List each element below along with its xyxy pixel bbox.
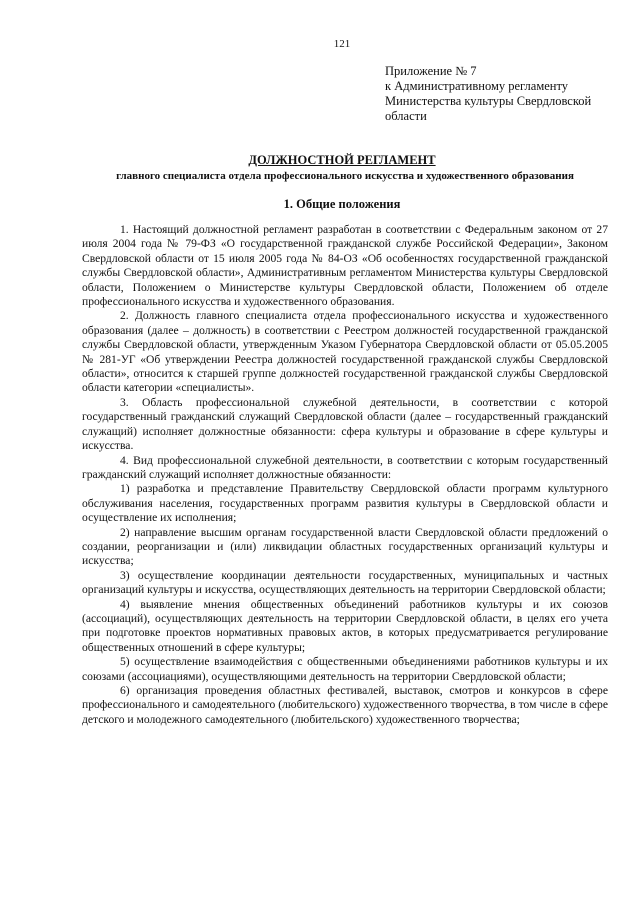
document-subtitle: главного специалиста отдела профессионального искусства и художественного образования bbox=[116, 170, 574, 182]
paragraph: 1. Настоящий должностной регламент разработан в соответствии с Федеральным законом от 27 июля 2004 года № 79-ФЗ «О государственной гражданской службе Российской Федерации», Законом Свердловской области от 15 июля 2005 года № 84-ОЗ «Об особенностях государственной гражданской службы Свердловской области», Административным регламентом Министерства культуры Свердловской области, Положением о Министерстве культуры Свердловской области, Положением об отделе профессионального искусства и художественного образования. bbox=[82, 223, 608, 309]
page-number: 121 bbox=[333, 38, 351, 50]
appendix-line: области bbox=[385, 109, 427, 123]
list-item: 1) разработка и представление Правительству Свердловской области программ культурного обслуживания населения, государственных программ развития культуры в Свердловской области и осуществление их исполнения; bbox=[82, 482, 608, 525]
list-item: 2) направление высшим органам государственной власти Свердловской области предложений о создании, реорганизации и (или) ликвидации областных государственных организаций культуры и искусства; bbox=[82, 525, 608, 568]
list-item: 6) организация проведения областных фестивалей, выставок, смотров и конкурсов в сфере профессионального и самодеятельного (любительского) художественного творчества, в том числе в сфере детского и молодежного самодеятельного (любительского) художественного творчества; bbox=[82, 684, 608, 726]
paragraph: 3. Область профессиональной служебной деятельности, в соответствии с которой государственный гражданский служащий Свердловской области (далее – государственный гражданский служащий) исполняет должностные обязанности: сфера культуры и образование в сфере культуры и искусства. bbox=[82, 395, 608, 453]
appendix-line: Приложение № 7 bbox=[385, 64, 477, 78]
paragraph: 2. Должность главного специалиста отдела профессионального искусства и художественного образования (далее – должность) в соответствии с Реестром должностей государственной гражданской службы Свердловской области, утвержденным Указом Губернатора Свердловской области от 05.05.2005 № 281-УГ «Об утверждении Реестра должностей государственной гражданской службы Свердловской области», относится к старшей группе должностей государственной гражданской службы Свердловской области категории «специалисты». bbox=[82, 309, 608, 395]
appendix-line: Министерства культуры Свердловской bbox=[385, 94, 592, 108]
list-item: 4) выявление мнения общественных объединений работников культуры и их союзов (ассоциаций), осуществляющих деятельность на территории Свердловской области, в целях его учета при подготовке проектов нормативных правовых актов, в которых предусматривается регулирование общественных отношений в сфере культуры; bbox=[82, 597, 608, 654]
list-item: 5) осуществление взаимодействия с общественными объединениями работников культуры и их союзами (ассоциациями), осуществляющими деятельность на территории Свердловской области; bbox=[82, 655, 608, 683]
paragraph: 4. Вид профессиональной служебной деятельности, в соответствии с которым государственный гражданский служащий исполняет должностные обязанности: bbox=[82, 453, 608, 481]
section-heading: 1. Общие положения bbox=[283, 197, 401, 211]
document-title: ДОЛЖНОСТНОЙ РЕГЛАМЕНТ bbox=[248, 153, 436, 167]
document-body bbox=[82, 223, 608, 727]
list-item: 3) осуществление координации деятельности государственных, муниципальных и частных организаций культуры и искусства, осуществляющих деятельность на территории Свердловской области; bbox=[82, 568, 608, 597]
appendix-block bbox=[385, 64, 625, 124]
appendix-line: к Административному регламенту bbox=[385, 79, 569, 93]
